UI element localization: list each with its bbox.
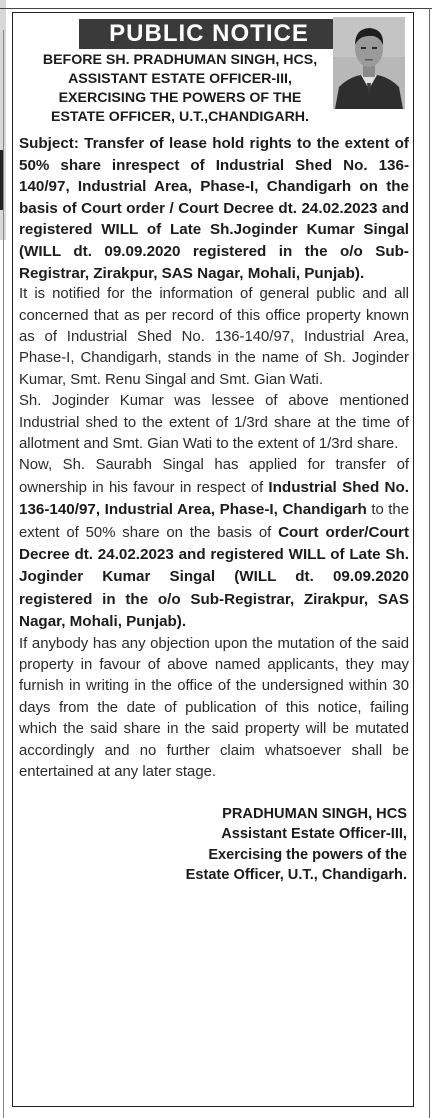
notice-header	[19, 13, 409, 133]
page-edge-left	[3, 30, 4, 1118]
signature-block	[19, 804, 409, 886]
officer-line-4: ESTATE OFFICER, U.T.,CHANDIGARH.	[51, 109, 309, 125]
public-notice	[12, 12, 414, 1107]
officer-line-1: BEFORE SH. PRADHUMAN SINGH, HCS,	[42, 52, 318, 68]
notice-paragraph-application	[19, 455, 409, 633]
notice-title: PUBLIC NOTICE	[79, 19, 339, 49]
officer-line-2: ASSISTANT ESTATE OFFICER-III,	[68, 71, 292, 87]
notice-subject: Subject: Transfer of lease hold rights to the extent of 50% share inrespect of Industrial Shed No. 136-140/97, Industrial Area, Phase-I, Chandigarh on the basis of Court order / Court Decree dt. 24.02.2023 and registered WILL of Late Sh.Joginder Kumar Singal (WILL dt. 09.09.2020 registered in the o/o Sub-Registrar, Zirakpur, SAS Nagar, Mohali, Punjab).	[19, 135, 409, 282]
application-intro: Now, Sh. Saurabh Singal has applied for transfer of ownership in his favour in respect of	[19, 457, 409, 496]
page-edge-right	[429, 8, 430, 1118]
signature-office: Estate Officer, U.T., Chandigarh.	[185, 867, 407, 883]
page-edge-top	[0, 8, 432, 9]
application-middle: to the extent of 50% share on the basis of	[19, 502, 409, 541]
signature-powers: Exercising the powers of the	[208, 846, 407, 863]
application-decree: Court order/Court Decree dt. 24.02.2023 and registered WILL of Late Sh. Joginder Kumar Singal (WILL dt. 09.09.2020 registered in the o/o Sub-Registrar, Zirakpur, SAS Nagar, Mohali, Punjab).	[19, 523, 410, 631]
signature-name: PRADHUMAN SINGH, HCS	[222, 805, 407, 822]
officer-portrait-icon	[333, 17, 405, 109]
notice-paragraph-lessee: Sh. Joginder Kumar was lessee of above mentioned Industrial shed to the extent of 1/3rd share at the time of allotment and Smt. Gian Wati to the extent of 1/3rd share.	[19, 393, 409, 452]
application-property: Industrial Shed No. 136-140/97, Industrial Area, Phase-I, Chandigarh	[19, 478, 410, 519]
officer-heading	[19, 51, 341, 127]
notice-paragraph-objection: If anybody has any objection upon the mutation of the said property in favour of above named applicants, they may furnish in writing in the office of the undersigned within 30 days from the date of publication of this notice, failing which the said share in the said property will be mutated accordingly and no further claim whatsoever shall be entertained at any later stage.	[19, 635, 409, 781]
officer-photo	[333, 17, 405, 109]
signature-designation: Assistant Estate Officer-III,	[221, 826, 407, 842]
officer-line-3: EXERCISING THE POWERS OF THE	[58, 90, 302, 106]
notice-paragraph-record: It is notified for the information of general public and all concerned that as per record of this office property known as of Industrial Shed No. 136-140/97, Industrial Area, Phase-I, Chandigarh, stands in the name of Sh. Joginder Kumar, Smt. Renu Singal and Smt. Gian Wati.	[19, 286, 409, 388]
